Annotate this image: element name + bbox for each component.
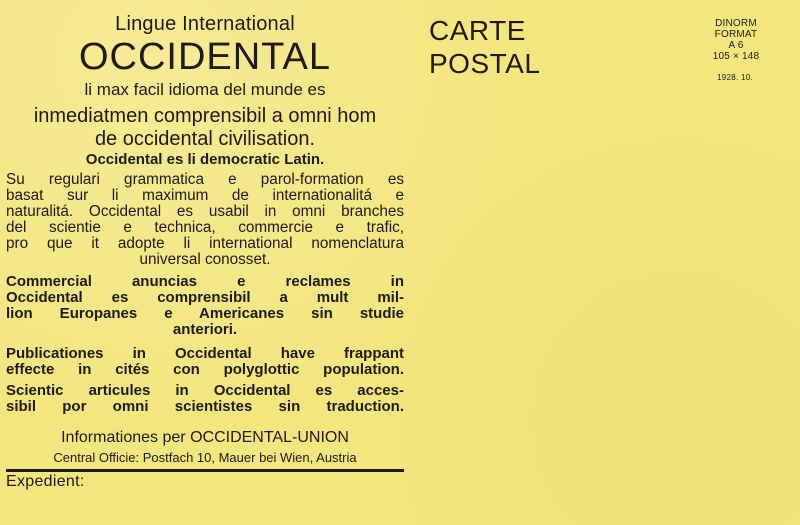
bold-paragraph-3-line-1: Scientic articules in Occidental es acces- xyxy=(6,382,404,399)
body-paragraph xyxy=(6,172,404,268)
format-block xyxy=(700,18,772,62)
intro-line-1: inmediatmen comprensibil a omni hom xyxy=(33,105,377,127)
bold-paragraph-1 xyxy=(6,274,404,338)
intro-line-2: de occidental civilisation. xyxy=(94,128,316,150)
divider-rule xyxy=(6,469,404,472)
postal-label: POSTAL xyxy=(429,48,541,79)
body-line-4: del scientie e technica, commercie e trafic, xyxy=(6,219,404,236)
format-line-4: 105 × 148 xyxy=(712,51,760,62)
information-line-1: Informationes per OCCIDENTAL-UNION xyxy=(61,429,349,446)
bold-paragraph-2-line-2: effecte in cités con polyglottic population. xyxy=(6,361,404,378)
bold-intro: Occidental es li democratic Latin. xyxy=(85,151,325,168)
format-line-2: FORMAT xyxy=(714,29,758,40)
subtitle: li max facil idioma del munde es xyxy=(84,80,326,99)
carte-label: CARTE xyxy=(429,15,526,46)
bold-paragraph-3 xyxy=(6,383,404,415)
body-line-5: pro que it adopte li international nomenclatura xyxy=(6,235,404,252)
date-line: 1928. 10. xyxy=(716,73,754,82)
bold-paragraph-3-line-2: sibil por omni scientistes sin traduction. xyxy=(6,398,404,415)
body-line-6: universal conosset. xyxy=(139,251,271,268)
bold-paragraph-1-line-3: lion Europanes e Americanes sin studie xyxy=(6,305,404,322)
bold-paragraph-1-line-1: Commercial anuncias e reclames in xyxy=(6,273,404,290)
body-line-2: basat sur li maximum de internationalitá e xyxy=(6,187,404,204)
format-line-1: DINORM xyxy=(715,18,757,29)
bold-paragraph-2-line-1: Publicationes in Occidental have frappant xyxy=(6,345,404,362)
bold-paragraph-1-line-2: Occidental es comprensibil a mult mil- xyxy=(6,289,404,306)
expedient-label: Expedient: xyxy=(6,473,85,490)
heading-large: OCCIDENTAL xyxy=(78,36,332,78)
heading-small: Lingue International xyxy=(115,13,295,35)
bold-paragraph-2 xyxy=(6,346,404,378)
information-line-2: Central Officie: Postfach 10, Mauer bei Wien, Austria xyxy=(53,450,357,465)
bold-paragraph-1-line-4: anteriori. xyxy=(172,321,238,338)
body-line-1: Su regulari grammatica e parol-formation es xyxy=(6,171,404,188)
format-line-3: A 6 xyxy=(728,40,744,51)
body-line-3: naturalitá. Occidental es usabil in omni branches xyxy=(6,203,404,220)
